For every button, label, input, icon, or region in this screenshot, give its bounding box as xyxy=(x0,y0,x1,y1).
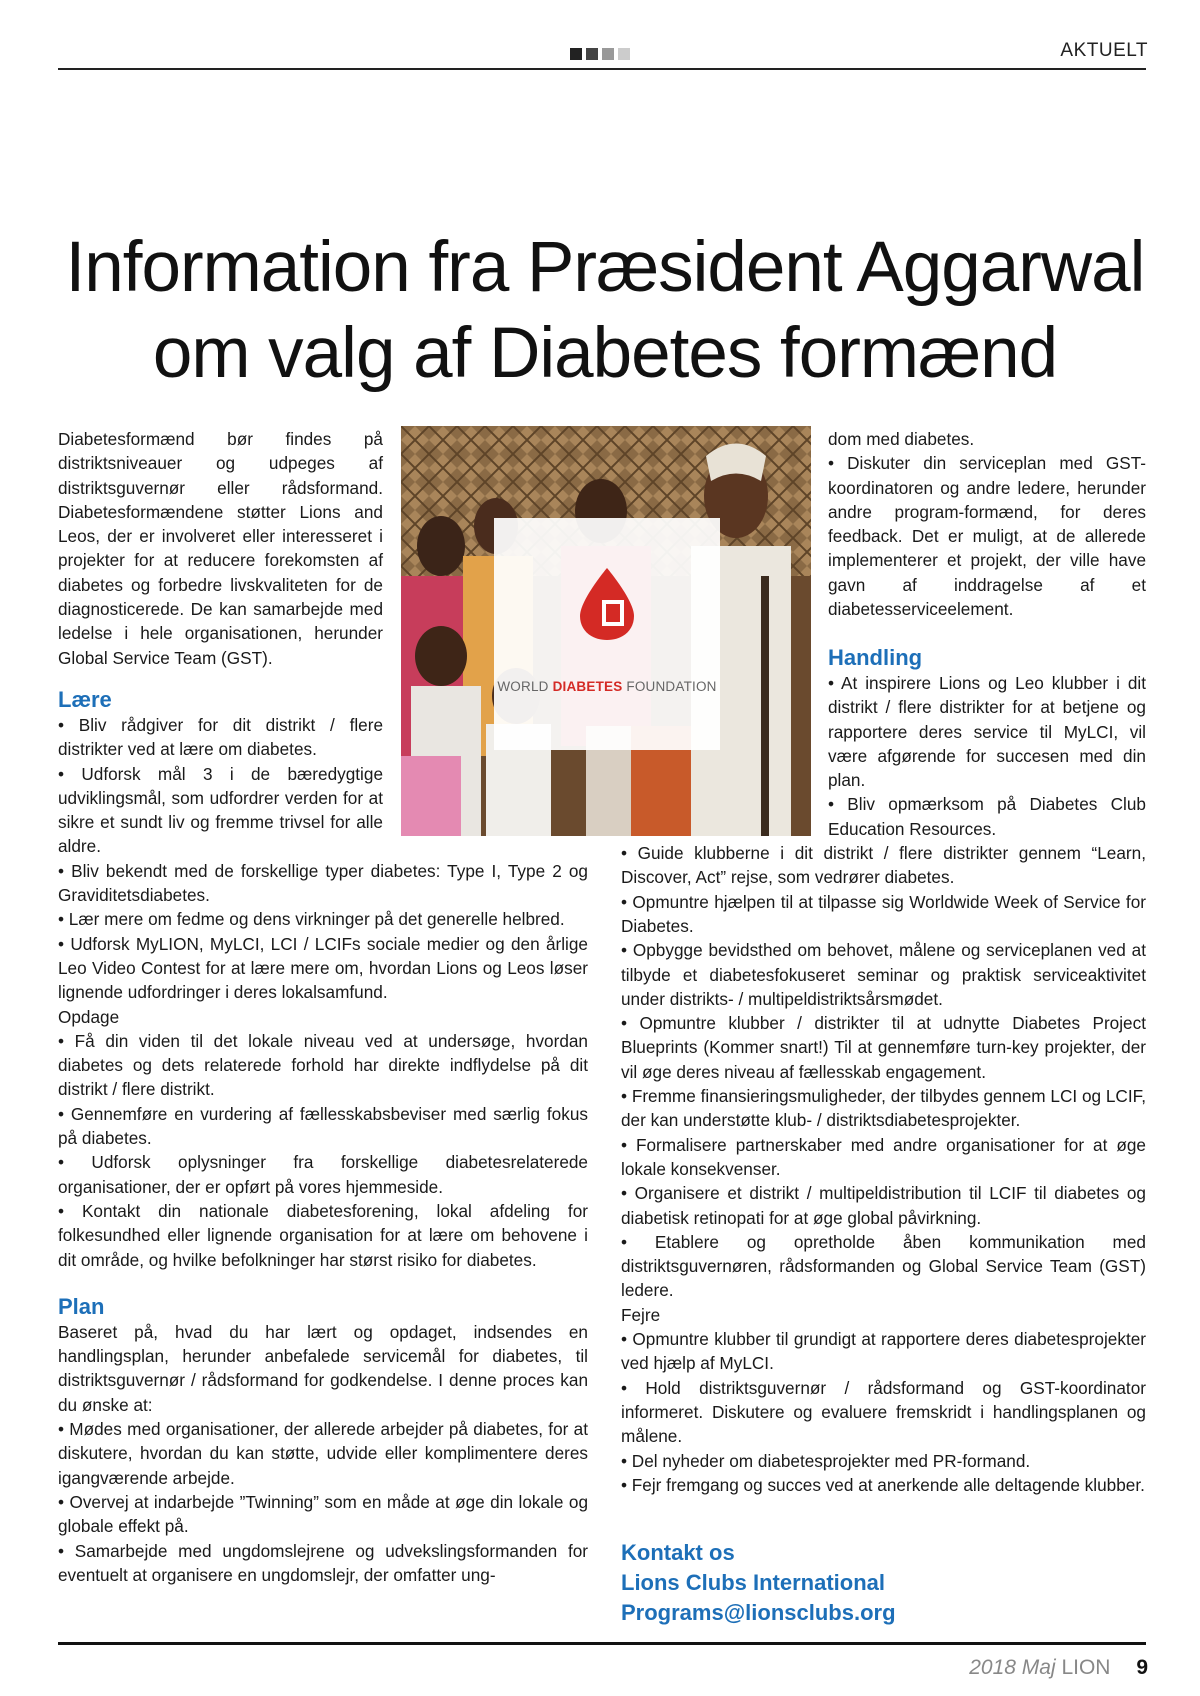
intro-block xyxy=(58,427,383,670)
fejre-item: • Fejr fremgang og succes ved at anerkende alle deltagende klubber. xyxy=(621,1474,1145,1495)
handling-item: • Guide klubberne i dit distrikt / flere distrikter gennem “Learn, Discover, Act” rejse, som vedrører diabetes. xyxy=(621,843,1146,888)
handling-item: • At inspirere Lions og Leo klubber i dit distrikt / flere distrikter for at betjene og rapportere deres service til MyLCI, vil være afgørende for succesen med din plan. xyxy=(828,673,1146,791)
right-column-top xyxy=(828,427,1146,621)
square-marker xyxy=(602,48,614,60)
opdage-label: Opdage xyxy=(58,1006,120,1027)
square-marker xyxy=(570,48,582,60)
plan-item: • Overvej at indarbejde ”Twinning” som en måde at øge din lokale og globale effekt på. xyxy=(58,1491,588,1537)
issue-date: 2018 Maj xyxy=(969,1656,1056,1679)
fejre-item: • Del nyheder om diabetesprojekter med PR-formand. xyxy=(621,1450,1031,1471)
plan-item: • Samarbejde med ungdomslejrene og udvekslingsformanden for eventuelt at organisere en ungdomslejr, der omfatter ung- xyxy=(58,1540,588,1585)
handling-item: • Etablere og opretholde åben kommunikation med distriktsguvernøren, rådsformanden og Global Service Team (GST) ledere. xyxy=(621,1231,1146,1301)
opdage-item: • Få din viden til det lokale niveau ved at undersøge, hvordan diabetes og dets relaterede forhold har direkte indflydelse på dit distrikt / flere distrikt. xyxy=(58,1030,588,1100)
magazine-name: LION xyxy=(1061,1656,1111,1679)
title-line-2: om valg af Diabetes formænd xyxy=(152,314,1058,393)
contact-email-link[interactable]: Programs@lionsclubs.org xyxy=(621,1600,896,1625)
handling-item: • Bliv opmærksom på Diabetes Club Education Resources. xyxy=(828,794,1146,839)
logo-word: WORLD xyxy=(497,679,553,694)
right-column xyxy=(621,645,1146,1497)
laere-item: • Bliv bekendt med de forskellige typer diabetes: Type I, Type 2 og Graviditetsdiabetes. xyxy=(58,860,588,906)
contact-org: Lions Clubs International xyxy=(621,1570,886,1595)
fejre-label: Fejre xyxy=(621,1304,661,1325)
title-line-1: Information fra Præsident Aggarwal xyxy=(65,228,1145,307)
plan-item: • Diskuter din serviceplan med GST-koordinatoren og andre ledere, herunder andre program-formænd, for deres feedback. Det er muligt, at de allerede implementerer et projekt, der ville have gavn af inddragelse af et diabetesserviceelement. xyxy=(828,453,1146,620)
blood-drop-icon xyxy=(576,566,638,642)
handling-item: • Opmuntre klubber / distrikter til at udnytte Diabetes Project Blueprints (Kommer snart!) Til at gennemføre turn-key projekter, der vil øge deres niveau af fællesskab engagement. xyxy=(621,1013,1146,1082)
laere-item: • Udforsk MyLION, MyLCI, LCI / LCIFs sociale medier og den årlige Leo Video Contest for at lære mere om, hvordan Lions og Leos løser lignende udfordringer i deres lokalsamfund. xyxy=(58,933,588,1003)
page-footer xyxy=(969,1656,1148,1680)
handling-item: • Fremme finansieringsmuligheder, der tilbydes gennem LCI og LCIF, der kan understøtte klub- / distriktsdiabetesprojekter. xyxy=(621,1086,1146,1131)
plan-item: • Mødes med organisationer, der allerede arbejder på diabetes, for at diskutere, hvordan du kan støtte, udvide eller komplimentere deres igangværende arbejde. xyxy=(58,1419,588,1488)
heading-laere: Lære xyxy=(58,687,112,712)
contact-heading: Kontakt os xyxy=(621,1540,735,1565)
bottom-divider xyxy=(58,1642,1146,1645)
section-squares xyxy=(570,48,640,62)
logo-word: FOUNDATION xyxy=(622,679,717,694)
handling-item: • Formalisere partnerskaber med andre organisationer for at øge lokale konsekvenser. xyxy=(621,1134,1146,1179)
laere-item: • Udforsk mål 3 i de bæredygtige udviklingsmål, som udfordrer verden for at sikre et sundt liv og fremme trivsel for alle aldre. xyxy=(58,763,383,857)
handling-item: • Opmuntre hjælpen til at tilpasse sig Worldwide Week of Service for Diabetes. xyxy=(621,891,1146,936)
plan-intro: Baseret på, hvad du har lært og opdaget, indsendes en handlingsplan, herunder anbefalede servicemål for diabetes, til distriktsguvernør / rådsformand for godkendelse. I denne proces kan du ønske at: xyxy=(58,1321,588,1415)
heading-handling: Handling xyxy=(828,645,923,670)
laere-item: • Bliv rådgiver for dit distrikt / flere distrikter ved at lære om diabetes. xyxy=(58,715,383,760)
fejre-item: • Opmuntre klubber til grundigt at rapportere deres diabetesprojekter ved hjælp af MyLCI. xyxy=(621,1329,1146,1374)
opdage-item: • Udforsk oplysninger fra forskellige diabetesrelaterede organisationer, der er opført på vores hjemmeside. xyxy=(58,1152,588,1197)
article-title xyxy=(40,225,1170,397)
logo-word-accent: DIABETES xyxy=(552,679,623,694)
opdage-item: • Kontakt din nationale diabetesforening, lokal afdeling for folkesundhed eller lignende organisation for at lære om behovene i dit område, og hvilke befolkninger har størst risiko for diabetes. xyxy=(58,1200,588,1270)
fejre-item: • Hold distriktsguvernør / rådsformand og GST-koordinator informeret. Diskutere og evaluere fremskridt i handlingsplanen og målene. xyxy=(621,1377,1146,1447)
section-label: AKTUELT xyxy=(1060,40,1148,61)
top-divider xyxy=(58,68,1146,70)
laere-item: • Lær mere om fedme og dens virkninger på det generelle helbred. xyxy=(58,909,565,930)
page-number: 9 xyxy=(1136,1656,1148,1679)
square-marker xyxy=(586,48,598,60)
contact-block xyxy=(621,1538,1146,1628)
opdage-item: • Gennemføre en vurdering af fællesskabsbeviser med særlig fokus på diabetes. xyxy=(58,1103,588,1149)
handling-item: • Organisere et distrikt / multipeldistribution til LCIF til diabetes og diabetisk retinopati for at øge global påvirkning. xyxy=(621,1183,1146,1228)
plan-item: dom med diabetes. xyxy=(828,429,975,449)
heading-plan: Plan xyxy=(58,1293,105,1319)
handling-item: • Opbygge bevidsthed om behovet, målene og serviceplanen ved at tilbyde et diabetesfokuseret seminar og praktisk serviceaktivitet under distrikts- / multipeldistriktsårsmødet. xyxy=(621,940,1146,1009)
square-marker xyxy=(618,48,630,60)
intro-paragraph: Diabetesformænd bør findes på distriktsniveauer og udpeges af distriktsguvernør eller rådsformand. Diabetesformændene støtter Lions and Leos, der er involveret eller interesseret i projekter for at reducere forekomsten af diabetes og forbedre livskvaliteten for de diagnosticerede. De kan samarbejde med ledelse i hele organisationen, herunder Global Service Team (GST). xyxy=(58,429,383,668)
